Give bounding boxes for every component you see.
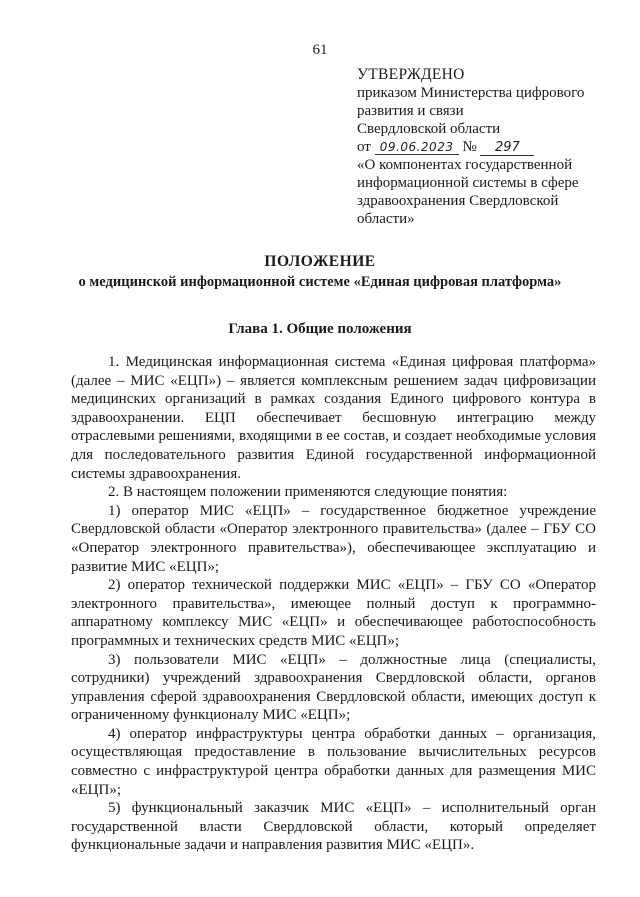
definition-item-5: 5) функциональный заказчик МИС «ЕЦП» – исполнительный орган государственной власти Свердловской области, который определяет функциональные задачи и направления развития МИС «ЕЦП». [71, 800, 596, 854]
number-prefix: № [462, 139, 477, 155]
handwritten-date: 09.06.2023 [375, 140, 459, 155]
approval-line: Свердловской области [357, 121, 501, 137]
page-number: 61 [312, 42, 328, 58]
handwritten-number: 297 [480, 141, 534, 156]
date-prefix: от [357, 139, 371, 155]
approval-line: информационной системы в сфере [357, 175, 579, 191]
approval-line: приказом Министерства цифрового [357, 85, 585, 101]
document-subtitle: о медицинской информационной системе «Единая цифровая платформа» [78, 274, 562, 290]
definition-item-2: 2) оператор технической поддержки МИС «ЕЦП» – ГБУ СО «Оператор электронного правительства», имеющее полный доступ к программно-аппаратному комплексу МИС «ЕЦП» и обеспечивающее работоспособность программных и технических средств МИС «ЕЦП»; [71, 577, 596, 649]
document-body [71, 353, 596, 855]
approval-line: развития и связи [357, 103, 464, 119]
order-date-number [357, 138, 607, 156]
definition-item-4: 4) оператор инфраструктуры центра обработки данных – организация, осуществляющая предоставление в пользование вычислительных ресурсов совместно с инфраструктурой центра обработки данных для размещения МИС «ЕЦП»; [71, 725, 596, 798]
chapter-heading: Глава 1. Общие положения [228, 321, 412, 337]
definition-item-3: 3) пользователи МИС «ЕЦП» – должностные лица (специалисты, сотрудники) учреждений здравоохранения Свердловской области, органов управления сферой здравоохранения Свердловской области, имеющих доступ к ограниченному функционалу МИС «ЕЦП»; [71, 651, 596, 724]
approval-line: здравоохранения Свердловской [357, 193, 559, 209]
paragraph-1: 1. Медицинская информационная система «Единая цифровая платформа» (далее – МИС «ЕЦП») – является комплексным решением задач цифровизации медицинских организаций в рамках создания Единого цифрового контура в здравоохранении. ЕЦП обеспечивает бесшовную интеграцию между отраслевыми решениями, входящими в ее состав, и создает необходимые условия для последовательного развития Единой государственной информационной системы здравоохранения. [71, 354, 596, 482]
definition-item-1: 1) оператор МИС «ЕЦП» – государственное бюджетное учреждение Свердловской области «Оператор электронного правительства» (далее – ГБУ СО «Оператор электронного правительства»), обеспечивающее эксплуатацию и развитие МИС «ЕЦП»; [71, 502, 596, 575]
approval-line: области» [357, 211, 415, 227]
approval-line: «О компонентах государственной [357, 157, 573, 173]
paragraph-2: 2. В настоящем положении применяются следующие понятия: [108, 484, 508, 501]
document-title: ПОЛОЖЕНИЕ [264, 253, 376, 270]
approval-heading: УТВЕРЖДЕНО [357, 66, 465, 83]
approval-stamp [357, 66, 607, 228]
